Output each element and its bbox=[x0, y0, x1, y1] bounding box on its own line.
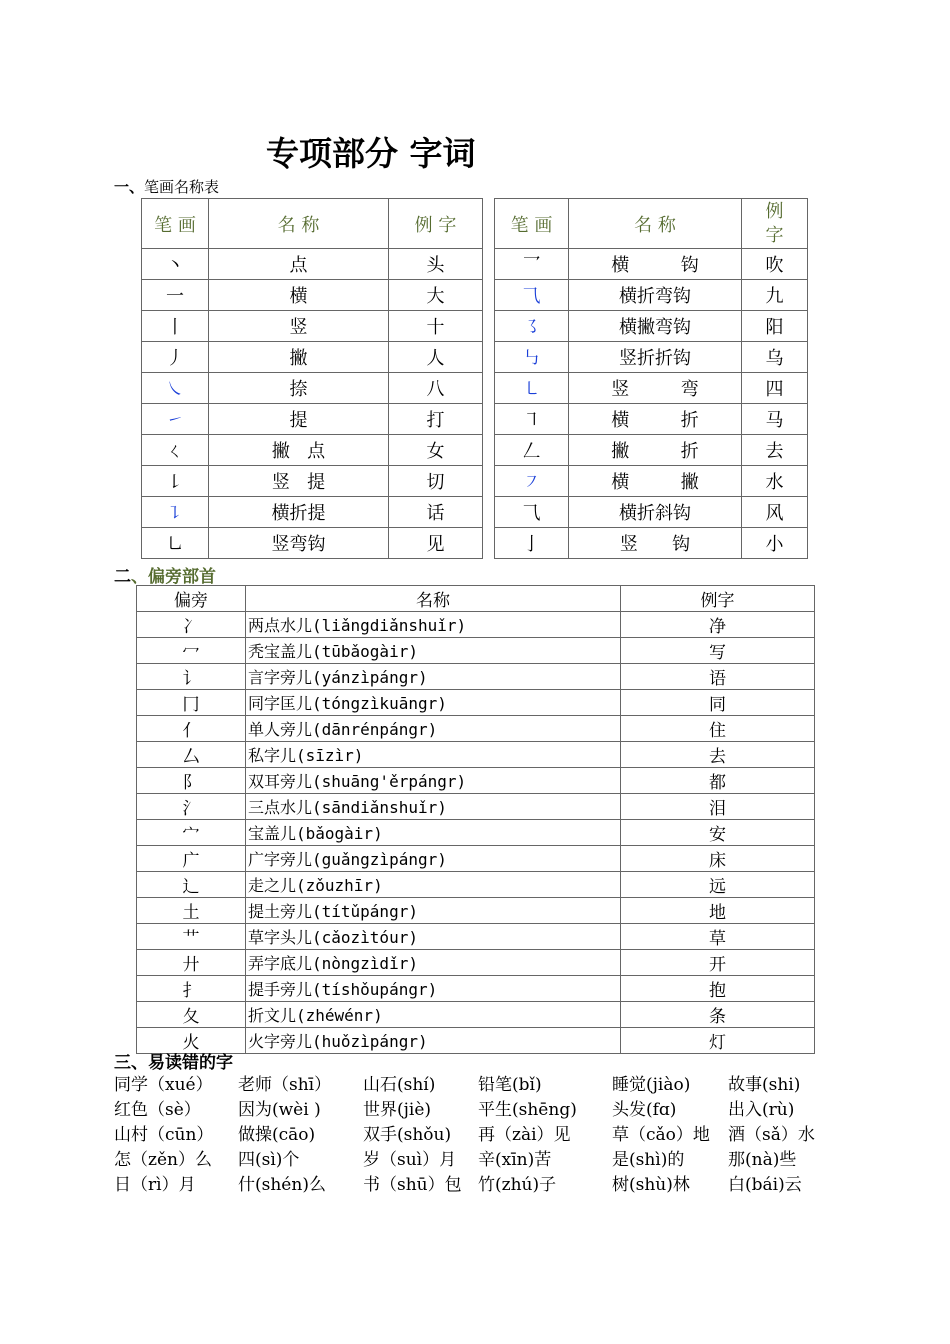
stroke-row bbox=[142, 249, 483, 280]
word-item: 再（zài）见 bbox=[478, 1125, 571, 1145]
radical-name: 单人旁儿(dānrénpángr) bbox=[246, 716, 621, 742]
radical-row bbox=[137, 846, 815, 872]
stroke-glyph: ⺄ bbox=[495, 280, 569, 311]
section-3-heading: 三、易读错的字 bbox=[114, 1053, 233, 1073]
radical-row bbox=[137, 664, 815, 690]
radical-row bbox=[137, 690, 815, 716]
stroke-example: 话 bbox=[389, 497, 483, 528]
stroke-glyph: 一 bbox=[142, 280, 209, 311]
radical-name: 提土旁儿(títǔpángr) bbox=[246, 898, 621, 924]
radical-row bbox=[137, 898, 815, 924]
stroke-example: 小 bbox=[742, 528, 808, 559]
word-item: 树(shù)林 bbox=[612, 1175, 690, 1195]
word-item: 日（rì）月 bbox=[114, 1175, 196, 1195]
stroke-example: 水 bbox=[742, 466, 808, 497]
radical-example: 草 bbox=[621, 924, 815, 950]
stroke-example: 四 bbox=[742, 373, 808, 404]
stroke-example: 去 bbox=[742, 435, 808, 466]
stroke-row bbox=[142, 342, 483, 373]
header-example: 例 字 bbox=[389, 199, 483, 249]
radical-glyph: 冖 bbox=[137, 638, 246, 664]
stroke-example: 九 bbox=[742, 280, 808, 311]
radical-row bbox=[137, 794, 815, 820]
stroke-row bbox=[142, 528, 483, 559]
stroke-name: 竖 bbox=[209, 311, 389, 342]
radical-example: 都 bbox=[621, 768, 815, 794]
radical-glyph: 艹 bbox=[137, 924, 246, 950]
word-item: 铅笔(bǐ) bbox=[478, 1075, 542, 1095]
word-item: 平生(shēng) bbox=[478, 1100, 577, 1120]
word-item: 四(sì)个 bbox=[238, 1150, 300, 1170]
radical-name: 私字儿(sīzìr) bbox=[246, 742, 621, 768]
radical-row bbox=[137, 742, 815, 768]
radical-name: 宝盖儿(bǎogàir) bbox=[246, 820, 621, 846]
word-item: 辛(xīn)苦 bbox=[478, 1150, 552, 1170]
stroke-example: 十 bbox=[389, 311, 483, 342]
radical-row bbox=[137, 924, 815, 950]
stroke-glyph: ㇏ bbox=[142, 373, 209, 404]
stroke-row bbox=[495, 311, 808, 342]
stroke-name: 撇 点 bbox=[209, 435, 389, 466]
section-1-heading bbox=[114, 176, 219, 197]
stroke-name: 竖 提 bbox=[209, 466, 389, 497]
radical-example: 灯 bbox=[621, 1028, 815, 1054]
word-item: 做操(cāo) bbox=[238, 1125, 316, 1145]
radical-example: 远 bbox=[621, 872, 815, 898]
stroke-example: 阳 bbox=[742, 311, 808, 342]
stroke-name: 横折提 bbox=[209, 497, 389, 528]
stroke-row bbox=[142, 373, 483, 404]
word-item: 出入(rù) bbox=[728, 1100, 795, 1120]
strokes-header-row-left bbox=[142, 199, 483, 249]
radical-glyph: 广 bbox=[137, 846, 246, 872]
stroke-row bbox=[142, 280, 483, 311]
stroke-name: 横折斜钩 bbox=[569, 497, 742, 528]
stroke-example: 乌 bbox=[742, 342, 808, 373]
stroke-name: 横 折 bbox=[569, 404, 742, 435]
stroke-glyph: ㇟ bbox=[142, 528, 209, 559]
stroke-glyph: 丿 bbox=[142, 342, 209, 373]
section-1-label: 笔画名称表 bbox=[144, 178, 220, 196]
word-item: 头发(fɑ) bbox=[612, 1100, 677, 1120]
radical-name: 言字旁儿(yánzìpángr) bbox=[246, 664, 621, 690]
radical-glyph: 土 bbox=[137, 898, 246, 924]
header-name: 名称 bbox=[246, 586, 621, 612]
stroke-example: 八 bbox=[389, 373, 483, 404]
radical-example: 地 bbox=[621, 898, 815, 924]
radical-example: 泪 bbox=[621, 794, 815, 820]
word-item: 竹(zhú)子 bbox=[478, 1175, 557, 1195]
header-name: 名 称 bbox=[569, 199, 742, 249]
radical-glyph: 亻 bbox=[137, 716, 246, 742]
stroke-row bbox=[142, 435, 483, 466]
radical-glyph: 厶 bbox=[137, 742, 246, 768]
stroke-glyph: ㇊ bbox=[142, 497, 209, 528]
radical-name: 三点水儿(sāndiǎnshuǐr) bbox=[246, 794, 621, 820]
stroke-example: 见 bbox=[389, 528, 483, 559]
stroke-name: 横 撇 bbox=[569, 466, 742, 497]
radical-name: 折文儿(zhéwénr) bbox=[246, 1002, 621, 1028]
word-item: 岁（suì）月 bbox=[363, 1150, 457, 1170]
radical-row bbox=[137, 872, 815, 898]
radical-glyph: 扌 bbox=[137, 976, 246, 1002]
stroke-example: 女 bbox=[389, 435, 483, 466]
stroke-example: 切 bbox=[389, 466, 483, 497]
stroke-row bbox=[495, 249, 808, 280]
word-item: 山石(shí) bbox=[363, 1075, 436, 1095]
stroke-row bbox=[495, 528, 808, 559]
stroke-glyph: 𠃋 bbox=[495, 435, 569, 466]
radical-row bbox=[137, 768, 815, 794]
stroke-row bbox=[142, 404, 483, 435]
stroke-example: 打 bbox=[389, 404, 483, 435]
radical-glyph: 辶 bbox=[137, 872, 246, 898]
radical-example: 床 bbox=[621, 846, 815, 872]
stroke-name: 横 钩 bbox=[569, 249, 742, 280]
radical-glyph: 氵 bbox=[137, 794, 246, 820]
word-item: 睡觉(jiào) bbox=[612, 1075, 691, 1095]
radicals-header-row bbox=[137, 586, 815, 612]
stroke-glyph: ⺄ bbox=[495, 497, 569, 528]
stroke-row bbox=[495, 497, 808, 528]
word-item: 酒（sǎ）水 bbox=[728, 1125, 815, 1145]
radical-example: 同 bbox=[621, 690, 815, 716]
stroke-glyph: ㇉ bbox=[495, 342, 569, 373]
radical-example: 净 bbox=[621, 612, 815, 638]
radical-glyph: 宀 bbox=[137, 820, 246, 846]
word-item: 同学（xué） bbox=[114, 1075, 213, 1095]
header-example: 例字 bbox=[621, 586, 815, 612]
radical-glyph: 讠 bbox=[137, 664, 246, 690]
radical-glyph: 火 bbox=[137, 1028, 246, 1054]
stroke-name: 横 bbox=[209, 280, 389, 311]
stroke-row bbox=[142, 466, 483, 497]
header-stroke: 笔 画 bbox=[495, 199, 569, 249]
stroke-name: 竖 钩 bbox=[569, 528, 742, 559]
radical-example: 去 bbox=[621, 742, 815, 768]
stroke-glyph: ㇌ bbox=[495, 311, 569, 342]
stroke-row bbox=[495, 435, 808, 466]
word-item: 书（shū）包 bbox=[363, 1175, 462, 1195]
radical-row bbox=[137, 716, 815, 742]
stroke-name: 竖 弯 bbox=[569, 373, 742, 404]
radical-name: 两点水儿(liǎngdiǎnshuǐr) bbox=[246, 612, 621, 638]
radical-name: 广字旁儿(guǎngzìpángr) bbox=[246, 846, 621, 872]
stroke-example: 马 bbox=[742, 404, 808, 435]
stroke-row bbox=[495, 404, 808, 435]
stroke-row bbox=[495, 280, 808, 311]
radical-row bbox=[137, 1028, 815, 1054]
stroke-row bbox=[142, 497, 483, 528]
stroke-example: 风 bbox=[742, 497, 808, 528]
stroke-row bbox=[495, 342, 808, 373]
strokes-table-left bbox=[141, 198, 483, 559]
stroke-glyph: 丶 bbox=[142, 249, 209, 280]
word-item: 那(nà)些 bbox=[728, 1150, 797, 1170]
radical-example: 语 bbox=[621, 664, 815, 690]
radical-name: 双耳旁儿(shuāng'ěrpángr) bbox=[246, 768, 621, 794]
stroke-example: 头 bbox=[389, 249, 483, 280]
radical-row bbox=[137, 976, 815, 1002]
header-example: 例 字 bbox=[742, 199, 808, 249]
word-item: 草（cǎo）地 bbox=[612, 1125, 710, 1145]
stroke-name: 撇 bbox=[209, 342, 389, 373]
stroke-example: 吹 bbox=[742, 249, 808, 280]
stroke-glyph: 丨 bbox=[142, 311, 209, 342]
radical-name: 秃宝盖儿(tūbǎogàir) bbox=[246, 638, 621, 664]
radical-example: 安 bbox=[621, 820, 815, 846]
section-1-number: 一、 bbox=[114, 178, 145, 196]
radicals-table bbox=[136, 585, 815, 1054]
stroke-glyph: ㇙ bbox=[142, 466, 209, 497]
word-item: 山村（cūn） bbox=[114, 1125, 214, 1145]
strokes-table-right bbox=[494, 198, 808, 559]
stroke-name: 横折弯钩 bbox=[569, 280, 742, 311]
strokes-header-row-right bbox=[495, 199, 808, 249]
radical-example: 开 bbox=[621, 950, 815, 976]
header-radical: 偏旁 bbox=[137, 586, 246, 612]
radical-example: 住 bbox=[621, 716, 815, 742]
word-item: 是(shì)的 bbox=[612, 1150, 685, 1170]
stroke-row bbox=[495, 466, 808, 497]
section-2-label: 、偏旁部首 bbox=[131, 567, 216, 587]
section-2-number: 二 bbox=[114, 567, 131, 587]
radical-glyph: 夂 bbox=[137, 1002, 246, 1028]
word-item: 怎（zěn）么 bbox=[114, 1150, 212, 1170]
stroke-glyph: ㇄ bbox=[495, 373, 569, 404]
stroke-example: 人 bbox=[389, 342, 483, 373]
stroke-name: 点 bbox=[209, 249, 389, 280]
stroke-name: 捺 bbox=[209, 373, 389, 404]
stroke-name: 横撇弯钩 bbox=[569, 311, 742, 342]
radical-row bbox=[137, 820, 815, 846]
radical-name: 走之儿(zǒuzhīr) bbox=[246, 872, 621, 898]
stroke-glyph: ㄑ bbox=[142, 435, 209, 466]
stroke-glyph: ㇇ bbox=[495, 466, 569, 497]
radical-example: 条 bbox=[621, 1002, 815, 1028]
word-item: 双手(shǒu) bbox=[363, 1125, 452, 1145]
radical-glyph: 冂 bbox=[137, 690, 246, 716]
word-item: 老师（shī） bbox=[238, 1075, 332, 1095]
stroke-name: 撇 折 bbox=[569, 435, 742, 466]
radical-glyph: 阝 bbox=[137, 768, 246, 794]
page-title: 专项部分 字词 bbox=[266, 134, 476, 173]
section-2-heading bbox=[114, 562, 216, 587]
stroke-example: 大 bbox=[389, 280, 483, 311]
stroke-name: 竖折折钩 bbox=[569, 342, 742, 373]
word-item: 因为(wèi ) bbox=[238, 1100, 321, 1120]
radical-row bbox=[137, 612, 815, 638]
stroke-glyph: ㇀ bbox=[142, 404, 209, 435]
word-item: 什(shén)么 bbox=[238, 1175, 326, 1195]
header-stroke: 笔 画 bbox=[142, 199, 209, 249]
word-item: 红色（sè） bbox=[114, 1100, 201, 1120]
radical-row bbox=[137, 950, 815, 976]
stroke-glyph: 亅 bbox=[495, 528, 569, 559]
radical-row bbox=[137, 638, 815, 664]
radical-name: 草字头儿(cǎozìtóur) bbox=[246, 924, 621, 950]
word-item: 故事(shi) bbox=[728, 1075, 801, 1095]
header-name: 名 称 bbox=[209, 199, 389, 249]
stroke-glyph: ㇕ bbox=[495, 404, 569, 435]
radical-name: 弄字底儿(nòngzìdǐr) bbox=[246, 950, 621, 976]
stroke-row bbox=[142, 311, 483, 342]
radical-glyph: 廾 bbox=[137, 950, 246, 976]
word-item: 白(bái)云 bbox=[728, 1175, 802, 1195]
stroke-name: 提 bbox=[209, 404, 389, 435]
radical-name: 同字匡儿(tóngzìkuāngr) bbox=[246, 690, 621, 716]
radical-row bbox=[137, 1002, 815, 1028]
stroke-glyph: 乛 bbox=[495, 249, 569, 280]
radical-example: 写 bbox=[621, 638, 815, 664]
word-item: 世界(jiè) bbox=[363, 1100, 432, 1120]
stroke-name: 竖弯钩 bbox=[209, 528, 389, 559]
radical-glyph: 冫 bbox=[137, 612, 246, 638]
stroke-row bbox=[495, 373, 808, 404]
radical-name: 火字旁儿(huǒzìpángr) bbox=[246, 1028, 621, 1054]
radical-example: 抱 bbox=[621, 976, 815, 1002]
radical-name: 提手旁儿(tíshǒupángr) bbox=[246, 976, 621, 1002]
